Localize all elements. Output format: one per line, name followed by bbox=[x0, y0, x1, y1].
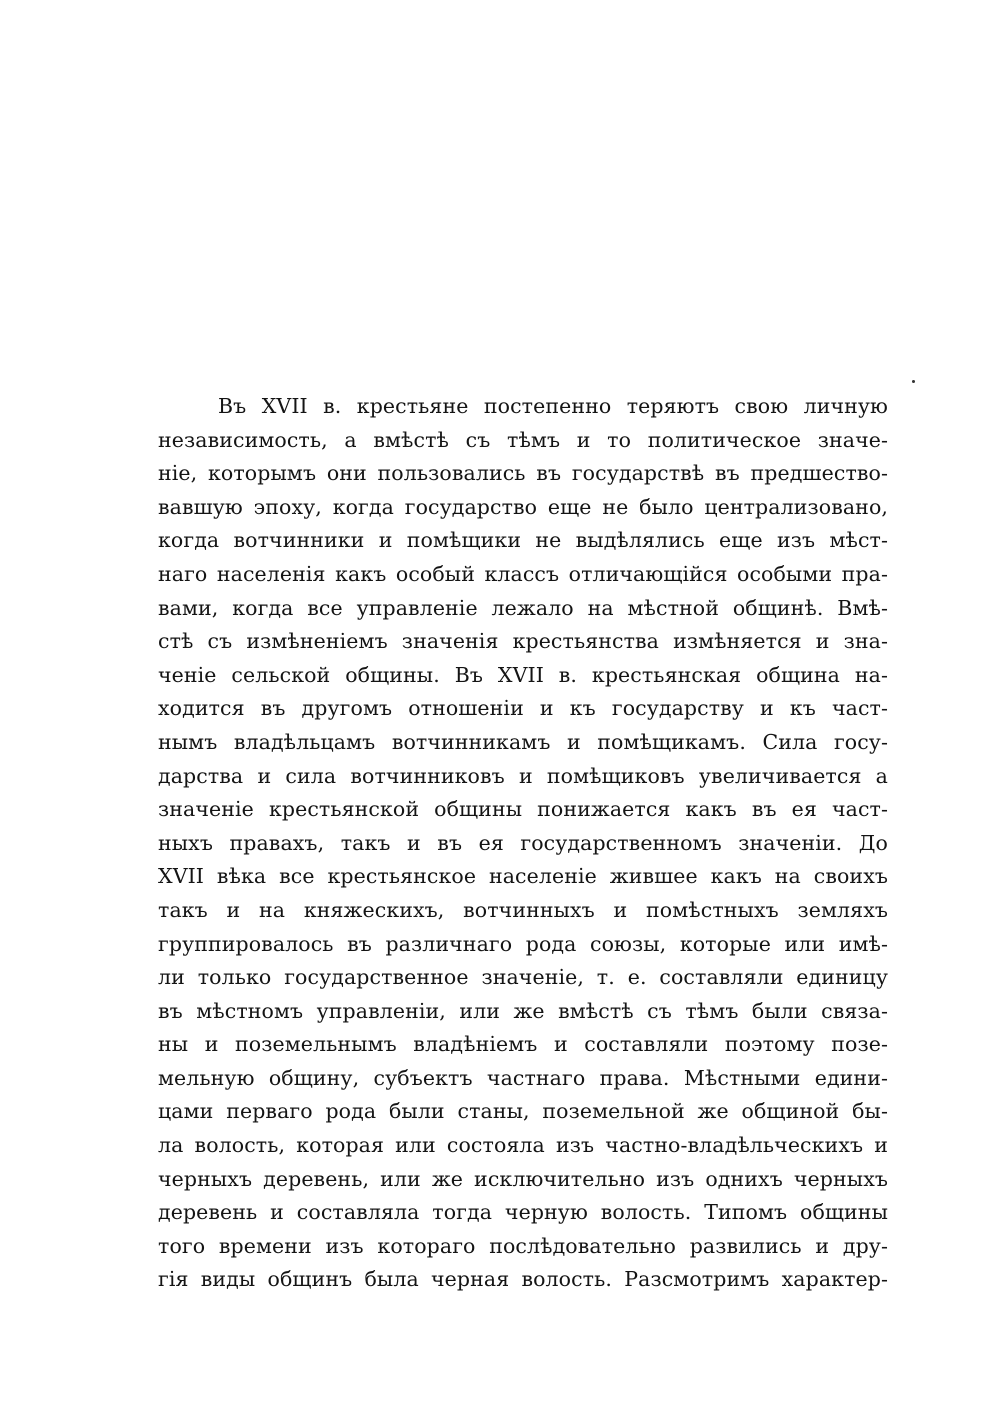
text-line: мельную общину, субъектъ частнаго права. Мѣстными едини- bbox=[158, 1065, 888, 1090]
text-line: гія виды общинъ была черная волость. Разсмотримъ характер- bbox=[158, 1267, 888, 1292]
text-line: когда вотчинники и помѣщики не выдѣлялись еще изъ мѣст- bbox=[158, 528, 888, 553]
stray-ink-mark bbox=[912, 380, 915, 383]
text-line: вами, когда все управленіе лежало на мѣстной общинѣ. Вмѣ- bbox=[158, 595, 888, 620]
text-line: наго населенія какъ особый классъ отличающійся особыми пра- bbox=[158, 561, 888, 586]
text-line: деревень и составляла тогда черную волость. Типомъ общины bbox=[158, 1200, 888, 1225]
text-line: нымъ владѣльцамъ вотчинникамъ и помѣщикамъ. Сила госу- bbox=[158, 729, 888, 754]
text-line: ныхъ правахъ, такъ и въ ея государственномъ значеніи. До bbox=[158, 830, 888, 855]
text-line: ли только государственное значеніе, т. е. составляли единицу bbox=[158, 965, 888, 990]
text-line: того времени изъ котораго послѣдовательно развились и дру- bbox=[158, 1233, 888, 1258]
text-line: ходится въ другомъ отношеніи и къ государству и къ част- bbox=[158, 696, 888, 721]
text-line: вавшую эпоху, когда государство еще не было централизовано, bbox=[158, 494, 888, 519]
text-line: въ мѣстномъ управленіи, или же вмѣстѣ съ тѣмъ были связа- bbox=[158, 998, 888, 1023]
text-line: ніе, которымъ они пользовались въ государствѣ въ предшество- bbox=[158, 461, 888, 486]
text-line: ла волость, которая или состояла изъ частно-владѣльческихъ и bbox=[158, 1133, 888, 1158]
text-line: независимость, а вмѣстѣ съ тѣмъ и то политическое значе- bbox=[158, 427, 888, 452]
text-line: дарства и сила вотчинниковъ и помѣщиковъ увеличивается а bbox=[158, 763, 888, 788]
text-line: Въ XVII в. крестьяне постепенно теряютъ свою личную bbox=[218, 394, 888, 418]
text-line: такъ и на княжескихъ, вотчинныхъ и помѣстныхъ земляхъ bbox=[158, 897, 888, 922]
text-line: группировалось въ различнаго рода союзы, которые или имѣ- bbox=[158, 931, 888, 956]
text-line: ны и поземельнымъ владѣніемъ и составляли поэтому позе- bbox=[158, 1032, 888, 1057]
text-line: ченіе сельской общины. Въ XVII в. крестьянская община на- bbox=[158, 662, 888, 687]
text-line: цами перваго рода были станы, поземельной же общиной бы- bbox=[158, 1099, 888, 1124]
text-line: значеніе крестьянской общины понижается какъ въ ея част- bbox=[158, 797, 888, 822]
text-line: XVII вѣка все крестьянское населеніе жившее какъ на своихъ bbox=[158, 864, 888, 889]
text-line: стѣ съ измѣненіемъ значенія крестьянства измѣняется и зна- bbox=[158, 629, 888, 654]
body-paragraph bbox=[158, 390, 888, 1297]
text-line: черныхъ деревень, или же исключительно изъ однихъ черныхъ bbox=[158, 1166, 888, 1191]
